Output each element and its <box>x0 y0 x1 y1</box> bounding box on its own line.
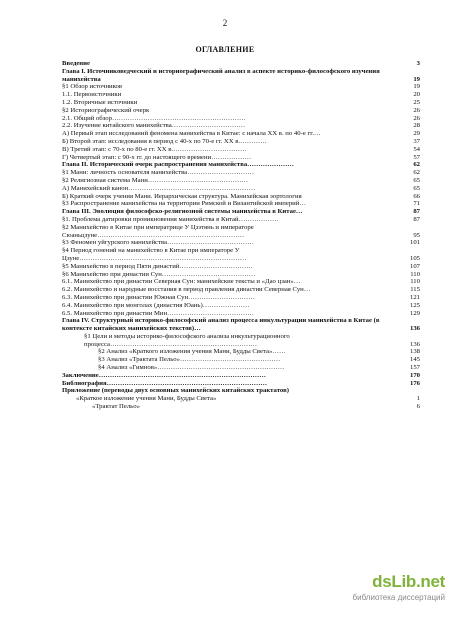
toc-entry <box>62 154 420 162</box>
toc-entry <box>62 169 420 177</box>
toc-entry-page: 19 <box>413 83 420 91</box>
toc-entry-title: 6.3. Манихейство при династии Южная Сун………………………… <box>62 293 255 301</box>
toc-entry <box>62 387 420 395</box>
toc-entry-title: §1 Цели и методы историко-философского анализа инкультурационного процесса………………………………………………………… <box>84 332 290 348</box>
toc-entry-page: 62 <box>413 169 420 177</box>
toc-entry-page: 57 <box>413 153 420 161</box>
toc-entry-title: §3 Распространение манихейства на территории Римской и Византийской империй… <box>62 200 307 208</box>
toc-entry <box>62 83 420 91</box>
toc-entry-title: §1. Проблема датировки проникновения манихейства в Китай……………… <box>62 215 279 223</box>
toc-entry-page: 125 <box>409 301 420 309</box>
toc-entry <box>62 356 420 364</box>
toc-title: ОГЛАВЛЕНИЕ <box>195 45 255 54</box>
toc-entry-title: 1.1. Первоисточники <box>62 91 122 99</box>
toc-entry-title: §3 Анализ «Трактата Пельо»……………………………………… <box>98 356 281 364</box>
toc-entry-page: 19 <box>413 75 420 83</box>
toc-entry <box>62 302 420 310</box>
toc-entry-title: 6.1. Манихейство при династии Северная Сун: манихейские тексты и «Дао цзан»… <box>62 278 301 286</box>
toc-entry <box>62 193 420 201</box>
toc-entry <box>62 364 420 372</box>
toc-entry-title: Б) Второй этап: исследования в период с 40-х по 70-е гг. XX в.………… <box>62 137 267 145</box>
toc-entry-page: 25 <box>413 98 420 106</box>
toc-entry-title: 6.5. Манихейство при династии Мин………………………………… <box>62 309 254 317</box>
toc-entry <box>62 60 420 68</box>
toc-entry-title: Приложение (переводы двух основных манихейских китайских трактатов) <box>62 387 289 395</box>
toc-entry-title: «Краткое изложение учения Мани, Будды Света» <box>76 395 217 403</box>
toc-entry-title: 2.1. Общий обзор…………………………………………………… <box>62 114 246 122</box>
toc-entry-title: §1 Обзор источников <box>62 83 123 91</box>
page-number: 2 <box>222 18 228 28</box>
toc-entry-title: §2 Религиозная система Мани……………………………………… <box>62 176 249 184</box>
watermark-subtitle: библиотека диссертаций <box>352 593 445 602</box>
toc-entry-title: Заключение………………………………………………………………… <box>62 371 266 379</box>
toc-entry-page: 66 <box>413 192 420 200</box>
toc-entry-page: 3 <box>416 60 420 67</box>
toc-entry <box>62 317 420 333</box>
toc-entry <box>62 115 420 123</box>
toc-entry <box>62 310 420 318</box>
toc-entry-title: Глава II. Исторический очерк распространения манихейства………………… <box>62 161 294 169</box>
toc-entry <box>62 247 420 263</box>
toc-entry-page: 110 <box>410 270 420 278</box>
toc-entry <box>62 333 420 349</box>
toc-entry-page: 176 <box>409 379 420 387</box>
toc-entry-page: 87 <box>413 215 420 223</box>
toc-entry <box>62 208 420 216</box>
toc-entry <box>62 122 420 130</box>
toc-entry-page: 121 <box>409 293 420 301</box>
toc-entry-page: 110 <box>410 278 420 286</box>
toc-entry <box>62 161 420 169</box>
watermark <box>345 572 445 602</box>
toc-entry-title: Глава III. Эволюция философско-религиозной системы манихейства в Китае… <box>62 208 303 216</box>
toc-entry <box>62 200 420 208</box>
toc-entry-page: 95 <box>413 231 420 239</box>
toc-entry-title: Г) Четвертый этап: с 90-х гг. до настоящего времени……………… <box>62 153 252 161</box>
toc-entry <box>62 372 420 380</box>
toc-entry-page: 136 <box>409 340 420 348</box>
toc-entry-page: 54 <box>413 145 420 153</box>
toc-entry-page: 26 <box>413 114 420 122</box>
toc-entry <box>62 380 420 388</box>
toc-entry-page: 115 <box>410 286 420 294</box>
toc-entry-page: 138 <box>409 348 420 356</box>
toc-entry-page: 145 <box>409 356 420 364</box>
toc-entry-title: А) Манихейский канон………………………………………………… <box>62 184 256 192</box>
toc-entry-title: А) Первый этап исследований феномена манихейства в Китае: с начала XX в. по 40-е гг.… <box>62 130 321 138</box>
toc-entry-title: 2.2. Изучение китайского манихейства…………………………… <box>62 122 246 130</box>
toc-entry-title: §6 Манихейство при династии Сун…………………………………… <box>62 270 256 278</box>
toc-entry <box>62 185 420 193</box>
toc-entry <box>62 107 420 115</box>
toc-entry <box>62 271 420 279</box>
watermark-logo: dsLib.net <box>372 572 445 591</box>
toc-entry <box>62 130 420 138</box>
toc-entry-page: 65 <box>413 184 420 192</box>
table-of-contents <box>62 60 420 411</box>
toc-entry <box>62 278 420 286</box>
toc-entry-title: Б) Краткий очерк учения Мани. Иерархическая структура. Манихейская эортология <box>62 192 302 200</box>
toc-entry-title: 6.2. Манихейство и народные восстания в период правления династии Северная Сун… <box>62 286 311 294</box>
toc-entry-title: §2 Манихейство в Китае при императрице У Цзэтянь и императоре Сюаньцзуне………………………………………………………… <box>62 223 254 239</box>
toc-entry-page: 26 <box>413 106 420 114</box>
toc-entry-page: 29 <box>413 130 420 138</box>
toc-entry <box>62 294 420 302</box>
toc-entry-title: §4 Период гонений на манихейство в Китае при императоре У Цзуне………………………………………………………………… <box>62 247 247 262</box>
toc-entry-title: В) Третий этап: с 70-х по 80-е гг. XX в.…………………………… <box>62 145 247 153</box>
toc-entry-page: 170 <box>409 371 420 379</box>
toc-entry-title: «Трактат Пельо» <box>92 403 140 411</box>
toc-entry-page: 28 <box>413 122 420 130</box>
toc-entry-page: 1 <box>416 395 420 403</box>
toc-entry-page: 157 <box>409 364 420 372</box>
toc-entry <box>62 91 420 99</box>
toc-entry-page: 65 <box>413 176 420 184</box>
toc-entry-page: 37 <box>413 137 420 145</box>
toc-entry <box>62 263 420 271</box>
toc-entry-title: Глава IV. Структурный историко-философский анализ процесса инкультурации манихейства в Китае (в контексте китайских манихейских текстов)… <box>62 317 380 333</box>
toc-entry <box>62 99 420 107</box>
toc-entry-page: 62 <box>413 161 420 169</box>
toc-entry <box>62 224 420 240</box>
toc-entry-page: 107 <box>409 262 420 270</box>
toc-entry-page: 87 <box>413 208 420 216</box>
toc-entry-title: §4 Анализ «Гимнов»………………………………………………… <box>98 364 285 372</box>
toc-entry-page: 71 <box>413 200 420 208</box>
toc-entry-title: §2 Историографический очерк <box>62 106 150 114</box>
toc-entry <box>62 286 420 294</box>
toc-entry-title: 1.2. Вторичные источники <box>62 98 138 106</box>
toc-entry <box>62 395 420 403</box>
toc-entry-title: §5 Манихейство в период Пяти династий…………………………… <box>62 262 253 270</box>
toc-entry-page: 20 <box>413 91 420 99</box>
toc-entry <box>62 403 420 411</box>
toc-entry-title: Библиография……………………………………………………………… <box>62 379 268 387</box>
toc-entry <box>62 239 420 247</box>
toc-entry-title: §3 Феномен уйгурского манихейства………………………………… <box>62 239 254 247</box>
toc-entry <box>62 216 420 224</box>
toc-entry-title: Глава I. Источниковедческий и историографический анализ в аспекте историко-философского изучения манихейства <box>62 67 380 83</box>
toc-entry-page: 129 <box>409 309 420 317</box>
toc-entry-title: 6.4. Манихейство при монголах (династия Юань)………………… <box>62 301 250 309</box>
toc-entry-title: §1 Мани: личность основателя манихейства………………………… <box>62 169 255 177</box>
toc-entry-page: 136 <box>409 325 420 333</box>
toc-entry <box>62 348 420 356</box>
toc-entry-title: Введение <box>62 60 90 67</box>
toc-entry <box>62 68 420 84</box>
toc-entry-page: 101 <box>409 239 420 247</box>
toc-entry-title: §2 Анализ «Краткого изложения учения Мани, Будды Света»…… <box>98 348 286 356</box>
toc-entry-page: 105 <box>409 254 420 262</box>
toc-entry <box>62 146 420 154</box>
toc-entry-page: 6 <box>416 403 420 411</box>
toc-entry <box>62 177 420 185</box>
toc-entry <box>62 138 420 146</box>
